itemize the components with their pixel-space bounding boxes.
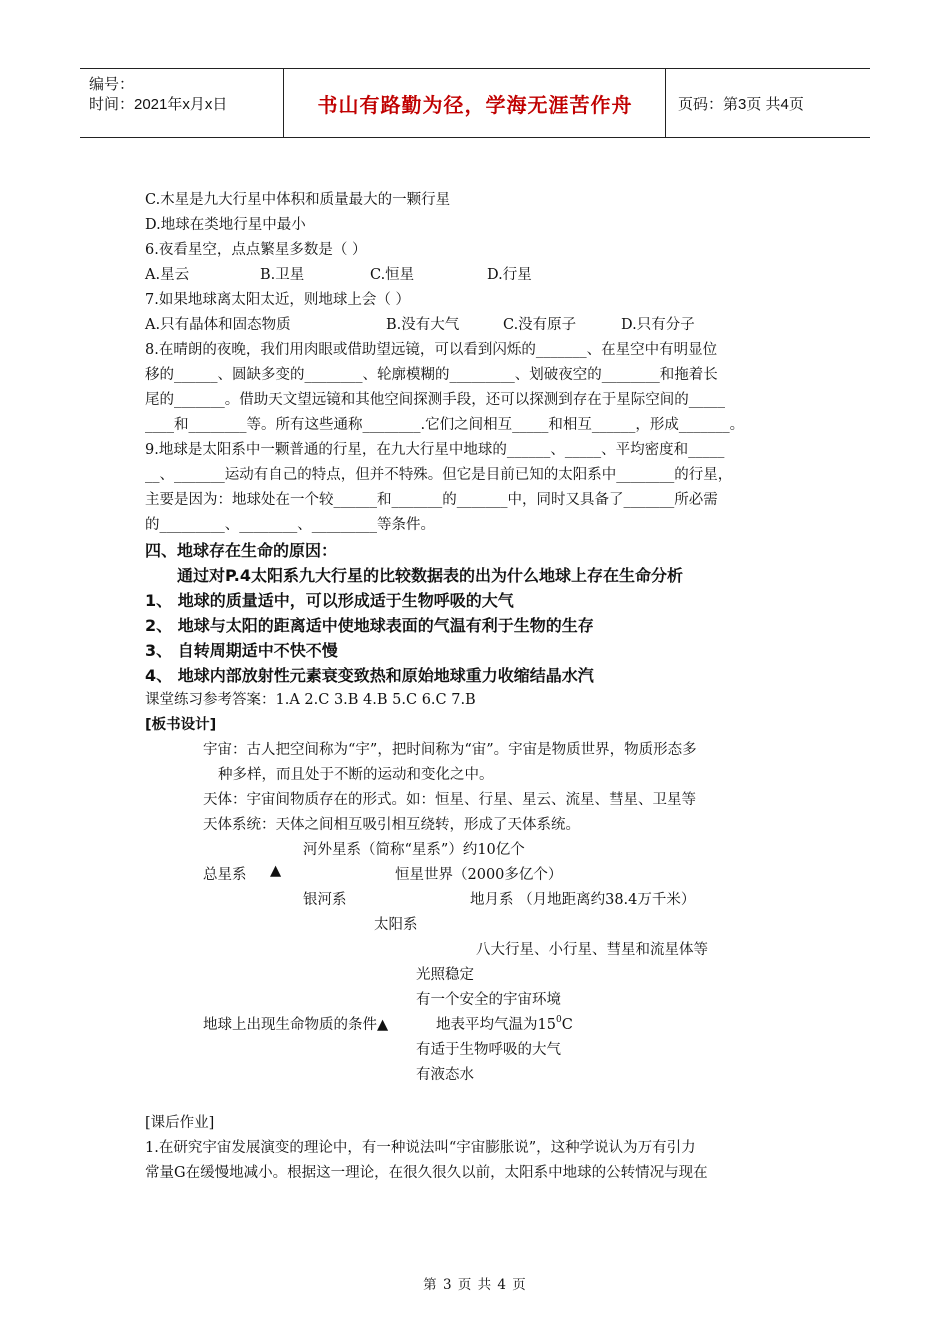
question-9-line: 9.地球是太阳系中一颗普通的行星，在九大行星中地球的______、_____、平均密度和_____	[145, 442, 725, 458]
quiz-option-line: D.地球在类地行星中最小	[145, 217, 306, 233]
question-9-line: 主要是因为：地球处在一个较______和_______的_______中，同时又具备了_______所必需	[145, 492, 718, 508]
list-item: 3、 自转周期适中不快不慢	[145, 641, 338, 660]
option-c: C.没有原子	[503, 317, 577, 333]
question-9-line: __、_______运动有自己的特点，但并不特殊。但它是目前已知的太阳系中________的行星，	[145, 467, 733, 483]
question-6: 6.夜看星空，点点繁星多数是（ ）	[145, 242, 367, 258]
board-universe-cont: 种多样，而且处于不断的运动和变化之中。	[218, 767, 494, 783]
section-title: 四、地球存在生命的原因：	[145, 541, 338, 560]
page-footer: 第 3 页 共 4 页	[423, 1277, 527, 1293]
section-intro: 通过对P.4太阳系九大行星的比较数据表的出为什么地球上存在生命分析	[177, 566, 684, 585]
serial-number-label: 编号：	[89, 76, 135, 93]
header-table	[80, 68, 870, 138]
question-8-line: ____和________等。所有这些通称________.它们之间相互_____和相互______，形成_______。	[145, 417, 745, 433]
header-page-number: 页码：第3页 共4页	[678, 95, 804, 113]
condition-temperature-unit: C	[561, 1017, 573, 1033]
homework-line: 常量G在缓慢地减小。根据这一理论，在很久很久以前，太阳系中地球的公转情况与现在	[145, 1165, 708, 1181]
board-milky-way: 银河系	[303, 892, 347, 908]
condition-temperature-sup: 0	[555, 1015, 562, 1025]
triangle-icon: ▲	[270, 863, 282, 879]
list-item: 2、 地球与太阳的距离适中使地球表面的气温有利于生物的生存	[145, 616, 594, 635]
board-planets: 八大行星、小行星、彗星和流星体等	[476, 942, 708, 958]
board-extragalactic: 河外星系（简称“星系”）约10亿个	[303, 842, 525, 858]
condition-light: 光照稳定	[416, 967, 474, 983]
condition-water: 有液态水	[416, 1067, 474, 1083]
date-label: 时间：2021年x月x日	[89, 96, 228, 113]
option-a: A.星云	[145, 267, 190, 283]
option-b: B.卫星	[260, 267, 305, 283]
board-title: [板书设计]	[145, 717, 217, 733]
header-meta	[89, 75, 227, 115]
header-motto: 书山有路勤为径，学海无涯苦作舟	[317, 92, 633, 117]
board-solar-system: 太阳系	[374, 917, 418, 933]
question-9-line: 的_________、________、_________等条件。	[145, 517, 435, 533]
condition-temperature	[436, 1013, 573, 1034]
condition-air: 有适于生物呼吸的大气	[416, 1042, 561, 1058]
condition-temperature-text: 地表平均气温为15	[436, 1017, 556, 1033]
question-8-line: 8.在晴朗的夜晚，我们用肉眼或借助望远镜，可以看到闪烁的_______、在星空中有明显位	[145, 342, 718, 358]
condition-label: 地球上出现生命物质的条件▲	[203, 1017, 389, 1033]
list-item: 1、 地球的质量适中，可以形成适于生物呼吸的大气	[145, 591, 514, 610]
board-celestial-system: 天体系统：天体之间相互吸引相互绕转，形成了天体系统。	[203, 817, 580, 833]
option-b: B.没有大气	[386, 317, 460, 333]
homework-line: 1.在研究宇宙发展演变的理论中，有一种说法叫“宇宙膨胀说”，这种学说认为万有引力	[145, 1140, 696, 1156]
board-universe: 宇宙：古人把空间称为“宇”，把时间称为“宙”。宇宙是物质世界，物质形态多	[203, 742, 697, 758]
question-7: 7.如果地球离太阳太近，则地球上会（ ）	[145, 292, 410, 308]
option-d: D.行星	[487, 267, 532, 283]
board-earth-moon: 地月系 （月地距离约38.4万千米）	[470, 892, 696, 908]
answer-key: 课堂练习参考答案：1.A 2.C 3.B 4.B 5.C 6.C 7.B	[145, 692, 476, 708]
quiz-option-line: C.木星是九大行星中体积和质量最大的一颗行星	[145, 192, 451, 208]
board-universe-total: 总星系	[203, 867, 247, 883]
condition-safe: 有一个安全的宇宙环境	[416, 992, 561, 1008]
question-8-line: 移的______、圆缺多变的________、轮廓模糊的_________、划破夜空的________和拖着长	[145, 367, 718, 383]
board-stellar-world: 恒星世界（2000多亿个）	[395, 867, 563, 883]
option-c: C.恒星	[370, 267, 415, 283]
question-8-line: 尾的_______。借助天文望远镜和其他空间探测手段，还可以探测到存在于星际空间的_____	[145, 392, 725, 408]
list-item: 4、 地球内部放射性元素衰变致热和原始地球重力收缩结晶水汽	[145, 666, 594, 685]
option-d: D.只有分子	[621, 317, 695, 333]
board-celestial-body: 天体：宇宙间物质存在的形式。如：恒星、行星、星云、流星、彗星、卫星等	[203, 792, 696, 808]
option-a: A.只有晶体和固态物质	[145, 317, 291, 333]
homework-title: [课后作业]	[145, 1115, 215, 1131]
